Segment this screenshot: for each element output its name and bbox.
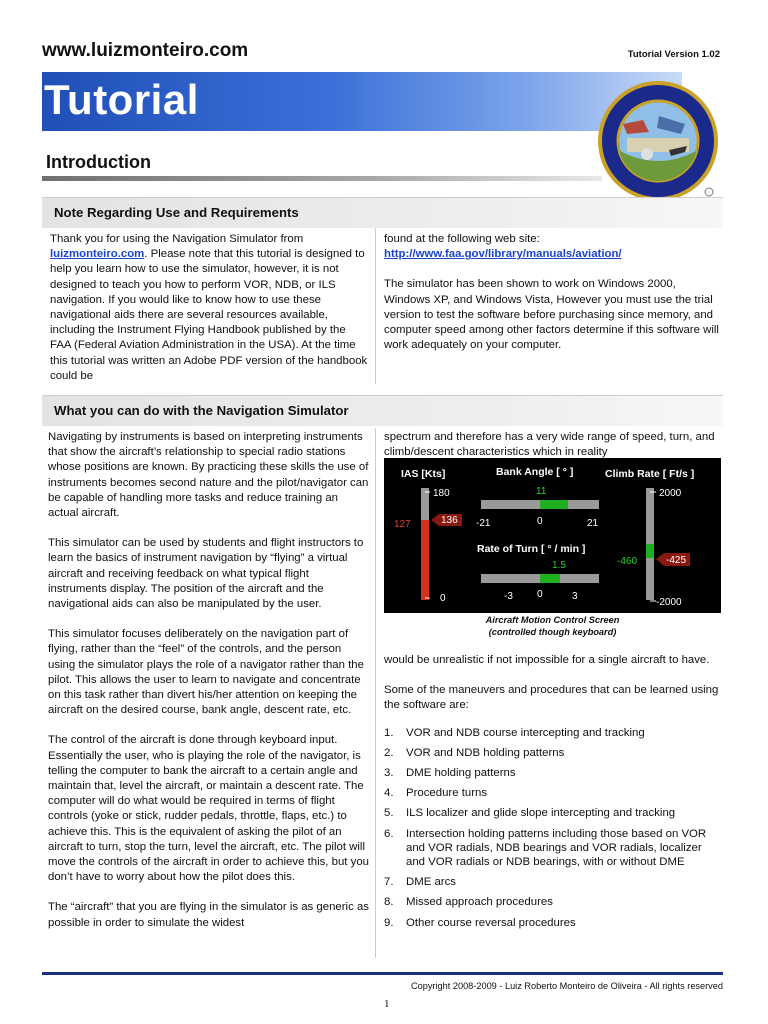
ias-current-fill bbox=[421, 520, 429, 600]
list-number: 5. bbox=[384, 807, 394, 820]
list-item bbox=[384, 786, 720, 800]
body-paragraph: The “aircraft” that you are flying in the simulator is as generic as possible in order to simulate the widest bbox=[48, 901, 369, 929]
list-number: 6. bbox=[384, 827, 394, 840]
list-number: 8. bbox=[384, 896, 394, 909]
list-text: ILS localizer and glide slope intercepting and tracking bbox=[406, 807, 676, 820]
rate-of-turn-fill bbox=[540, 574, 560, 583]
rate-of-turn-left: -3 bbox=[504, 591, 513, 602]
list-text: Missed approach procedures bbox=[406, 896, 553, 909]
what-you-can-do-left-column bbox=[48, 430, 370, 931]
luizmonteiro-link[interactable]: luizmonteiro.com bbox=[50, 248, 145, 261]
page-number: 1 bbox=[384, 998, 390, 1010]
list-text: Procedure turns bbox=[406, 787, 488, 800]
footer-rule bbox=[42, 972, 723, 975]
aviation-education-seal-icon bbox=[597, 80, 719, 202]
tutorial-version: Tutorial Version 1.02 bbox=[627, 49, 720, 60]
rate-of-turn-right: 3 bbox=[572, 591, 578, 602]
requirements-left-column bbox=[50, 232, 368, 384]
body-text: found at the following web site: bbox=[384, 233, 540, 245]
climb-rate-fill bbox=[646, 544, 654, 558]
column-divider bbox=[375, 428, 376, 958]
maneuvers-list bbox=[384, 726, 720, 930]
ias-current-value: 127 bbox=[394, 519, 411, 530]
banner-title: Tutorial bbox=[44, 76, 199, 123]
list-item bbox=[384, 875, 720, 889]
bank-angle-mid: 0 bbox=[537, 516, 543, 527]
list-item bbox=[384, 766, 720, 780]
body-paragraph: This simulator focuses deliberately on the navigation part of flying, rather than the “feel” of the controls, and the person using the simulator plays the role of a navigator rather than the pilot. This allows the user to learn to navigate and concentrate on this task rather than divert his/her attention on keeping the aircraft on the desired course, bank angle, descent rate, etc. bbox=[48, 628, 364, 717]
rate-of-turn-label: Rate of Turn [ ° / min ] bbox=[477, 543, 586, 555]
body-text: Thank you for using the Navigation Simulator from bbox=[50, 233, 304, 245]
ias-label: IAS [Kts] bbox=[401, 468, 446, 480]
section-title-underline bbox=[42, 176, 602, 181]
ias-top-value: 180 bbox=[433, 488, 450, 499]
body-text: The simulator has been shown to work on Windows 2000, Windows XP, and Windows Vista, However you must use the trial version to test the software before purchasing since memory, and computer speed among other factors determine if this software will work adequately on your computer. bbox=[384, 278, 719, 352]
list-item bbox=[384, 827, 720, 870]
list-item bbox=[384, 806, 720, 820]
list-number: 7. bbox=[384, 876, 394, 889]
rate-of-turn-value: 1.5 bbox=[552, 560, 566, 571]
body-paragraph: Some of the maneuvers and procedures that can be learned using the software are: bbox=[384, 684, 719, 712]
bank-angle-fill bbox=[540, 500, 568, 509]
body-paragraph: This simulator can be used by students and flight instructors to learn the basics of instrument navigation by “flying” a virtual aircraft and receiving feedback on what typical flight instruments display. The position of the aircraft and the navigational aids can also be manipulated by the user. bbox=[48, 537, 364, 611]
bank-angle-value: 11 bbox=[536, 486, 547, 497]
bank-angle-label: Bank Angle [ ° ] bbox=[496, 466, 574, 478]
body-paragraph: Navigating by instruments is based on interpreting instruments that show the aircraft’s relationship to special radio stations whose positions are known. By practicing these skills the use of instruments becomes second nature and the pilot/navigator can be capable of handling more tasks and reduce training an actual aircraft. bbox=[48, 431, 369, 520]
requirements-right-column bbox=[384, 232, 719, 353]
body-text: . Please note that this tutorial is designed to help you learn how to use the simulator, however, it is not designed to teach you how to perform VOR, NDB, or ILS navigation. If you would like to know how to use these navigational aids there are several resources available, including the Instrument Flying Handbook published by the FAA (Federal Aviation Administration in the USA). At the time this tutorial was written an Adobe PDF version of the handbook could be bbox=[50, 248, 368, 382]
section-heading-label: What you can do with the Navigation Simulator bbox=[54, 403, 349, 418]
list-item bbox=[384, 895, 720, 909]
list-number: 1. bbox=[384, 726, 394, 739]
copyright-notice: Copyright 2008-2009 - Luiz Roberto Monteiro de Oliveira - All rights reserved bbox=[410, 981, 723, 991]
section-heading-label: Note Regarding Use and Requirements bbox=[54, 205, 299, 220]
right-column-top-text: spectrum and therefore has a very wide range of speed, turn, and climb/descent characteristics which in reality bbox=[384, 431, 715, 459]
list-text: Intersection holding patterns including those based on VOR and VOR radials, NDB bearings and VOR radials, localizer and VOR radials or NDB bearings, with or without DME bbox=[406, 827, 707, 869]
body-paragraph: would be unrealistic if not impossible for a single aircraft to have. bbox=[384, 654, 710, 666]
bank-angle-right: 21 bbox=[587, 518, 599, 529]
right-column-bottom-text bbox=[384, 653, 720, 936]
list-number: 3. bbox=[384, 767, 394, 780]
list-text: DME holding patterns bbox=[406, 767, 516, 780]
bank-angle-left: -21 bbox=[476, 518, 491, 529]
list-item bbox=[384, 726, 720, 740]
faa-handbook-link[interactable]: http://www.faa.gov/library/manuals/aviation/ bbox=[384, 248, 622, 261]
list-text: Other course reversal procedures bbox=[406, 916, 576, 929]
list-number: 4. bbox=[384, 787, 394, 800]
rate-of-turn-mid: 0 bbox=[537, 589, 543, 600]
figure-caption bbox=[384, 614, 721, 638]
climb-rate-bottom: -2000 bbox=[656, 597, 682, 608]
section-heading-what-you-can-do bbox=[42, 395, 723, 426]
caption-line: Aircraft Motion Control Screen bbox=[485, 615, 620, 625]
section-heading-requirements bbox=[42, 197, 723, 228]
site-url: www.luizmonteiro.com bbox=[42, 40, 249, 61]
climb-rate-target: -425 bbox=[666, 555, 687, 566]
body-paragraph: The control of the aircraft is done through keyboard input. Essentially the user, who is playing the role of the navigator, is telling the computer to bank the aircraft to a certain angle and maintain that, level the aircraft, or maintain a descent rate. The computer will do what would be required in terms of flight controls (yoke or stick, rudder pedals, throttle, flaps, etc.) to achieve this. This is the equivalent of asking the pilot of an aircraft to turn, stop the turn, level the aircraft, etc. The pilot will move the controls of the aircraft in order to achieve this, but you don’t have to worry about how the pilot does this. bbox=[48, 734, 370, 884]
list-item bbox=[384, 746, 720, 760]
ias-bottom-value: 0 bbox=[440, 593, 446, 604]
list-text: VOR and NDB course intercepting and tracking bbox=[406, 726, 645, 739]
climb-rate-label: Climb Rate [ Ft/s ] bbox=[605, 468, 695, 480]
ias-target-value: 136 bbox=[441, 515, 458, 526]
aircraft-motion-control-screen bbox=[384, 458, 721, 613]
list-number: 9. bbox=[384, 916, 394, 929]
column-divider bbox=[375, 228, 376, 384]
list-item bbox=[384, 916, 720, 930]
list-number: 2. bbox=[384, 746, 394, 759]
caption-line: (controlled though keyboard) bbox=[488, 627, 617, 637]
section-title: Introduction bbox=[46, 152, 151, 172]
list-text: VOR and NDB holding patterns bbox=[406, 746, 565, 759]
list-text: DME arcs bbox=[406, 876, 456, 889]
climb-rate-top: 2000 bbox=[659, 488, 682, 499]
climb-rate-current: -460 bbox=[617, 556, 638, 567]
